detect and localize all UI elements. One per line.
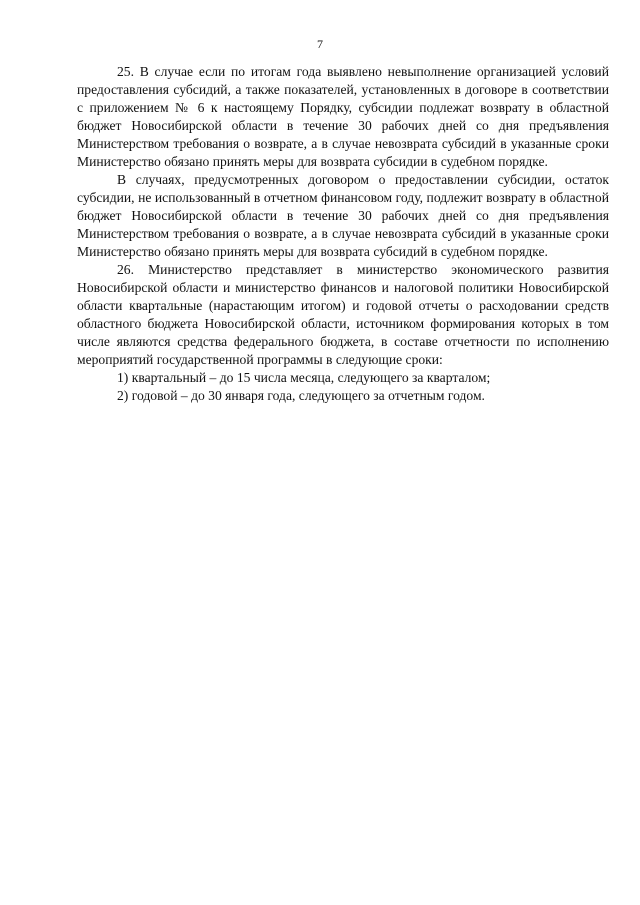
paragraph-26: 26. Министерство представляет в министерство экономического развития Новосибирской области и министерство финансов и налоговой политики Новосибирской области квартальные (нарастающим итогом) и годовой отчеты о расходовании средств областного бюджета Новосибирской области, источником формирования которых в том числе являются средства федерального бюджета, в составе отчетности по исполнению мероприятий государственной программы в следующие сроки: (77, 262, 609, 367)
list-item-annual: 2) годовой – до 30 января года, следующего за отчетным годом. (117, 388, 485, 403)
list-item-quarterly: 1) квартальный – до 15 числа месяца, следующего за кварталом; (117, 370, 491, 385)
page-number: 7 (317, 37, 323, 51)
document-body (77, 63, 609, 405)
paragraph-25: 25. В случае если по итогам года выявлено невыполнение организацией условий предоставления субсидий, а также показателей, установленных в договоре в соответствии с приложением № 6 к настоящему Порядку, субсидии подлежат возврату в областной бюджет Новосибирской области в течение 30 рабочих дней со дня предъявления Министерством требования о возврате, а в случае невозврата субсидий в указанные сроки Министерство обязано принять меры для возврата субсидии в судебном порядке. (77, 64, 609, 169)
paragraph-25-continuation: В случаях, предусмотренных договором о предоставлении субсидии, остаток субсидии, не использованный в отчетном финансовом году, подлежит возврату в областной бюджет Новосибирской области в течение 30 рабочих дней со дня предъявления Министерством требования о возврате, а в случае невозврата субсидий в указанные сроки Министерство обязано принять меры для возврата субсидий в судебном порядке. (77, 172, 609, 259)
